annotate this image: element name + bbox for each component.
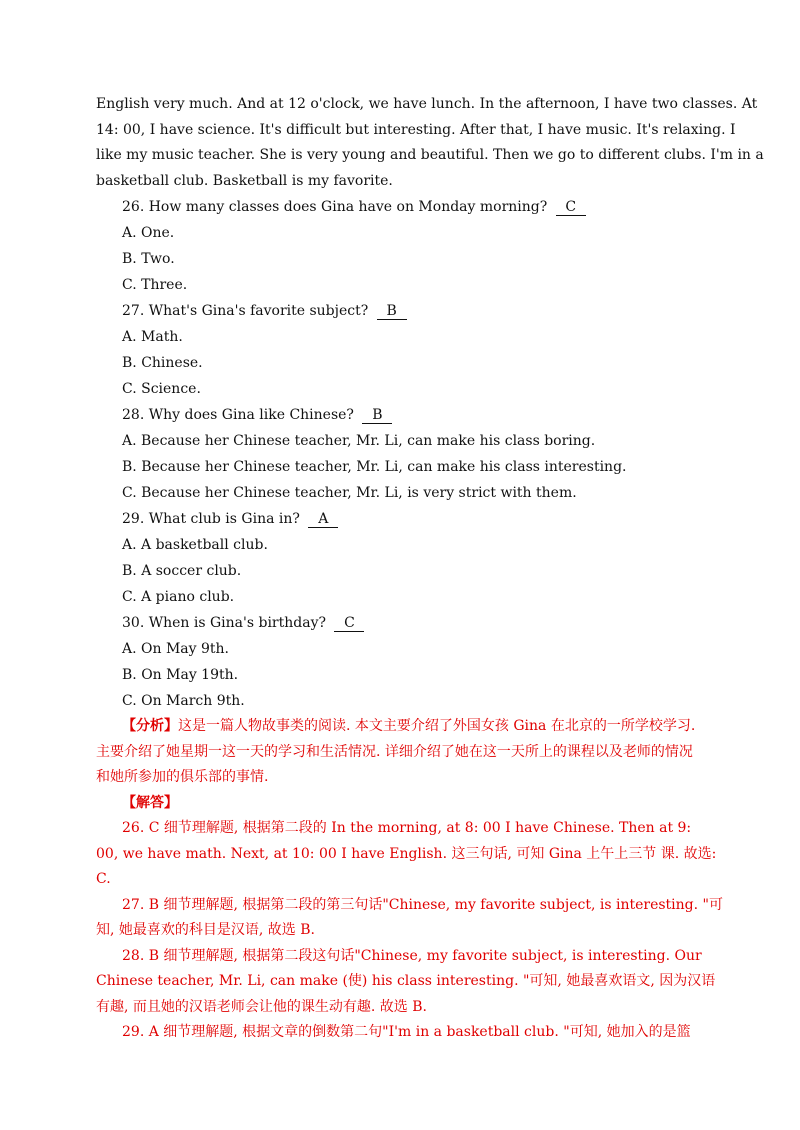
analysis-line: 和她所参加的俱乐部的事情. <box>96 769 269 785</box>
question-26 <box>96 194 704 298</box>
solution-section <box>96 791 723 1046</box>
option-c: C. Three. <box>122 277 188 293</box>
answer-blank: C <box>556 199 586 216</box>
option-a: A. One. <box>122 225 175 241</box>
solution-28-line: 28. B 细节理解题, 根据第二段这句话"Chinese, my favorite subject, is interesting. Our <box>122 947 702 964</box>
option-c: C. On March 9th. <box>122 693 245 709</box>
question-stem: 30. When is Gina's birthday? <box>122 615 326 631</box>
question-29 <box>96 506 704 610</box>
passage-line: 14: 00, I have science. It's difficult but interesting. After that, I have music. It's relaxing. I <box>96 121 736 138</box>
question-30 <box>96 610 704 714</box>
option-b: B. On May 19th. <box>122 667 239 683</box>
option-c: C. Science. <box>122 381 201 397</box>
question-stem: 27. What's Gina's favorite subject? <box>122 303 369 319</box>
answer-blank: A <box>308 511 338 528</box>
analysis-section <box>96 714 704 791</box>
question-27 <box>96 298 704 402</box>
question-stem: 26. How many classes does Gina have on Monday morning? <box>122 199 548 215</box>
question-stem: 28. Why does Gina like Chinese? <box>122 407 354 423</box>
analysis-line: 这是一篇人物故事类的阅读. 本文主要介绍了外国女孩 Gina 在北京的一所学校学习. <box>178 718 696 734</box>
solution-26-line: 26. C 细节理解题, 根据第二段的 In the morning, at 8: 00 I have Chinese. Then at 9: <box>122 820 692 836</box>
passage-text <box>96 92 764 194</box>
answer-blank: C <box>334 615 364 632</box>
solution-26-line: C. <box>96 871 111 887</box>
solution-27-line: 27. B 细节理解题, 根据第二段的第三句话"Chinese, my favorite subject, is interesting. "可 <box>122 896 723 913</box>
question-stem: 29. What club is Gina in? <box>122 511 300 527</box>
option-b: B. Because her Chinese teacher, Mr. Li, can make his class interesting. <box>122 459 627 475</box>
option-a: A. Because her Chinese teacher, Mr. Li, can make his class boring. <box>122 433 596 449</box>
solution-27-line: 知, 她最喜欢的科目是汉语, 故选 B. <box>96 922 315 938</box>
solution-28-line: Chinese teacher, Mr. Li, can make (使) his class interesting. "可知, 她最喜欢语文, 因为汉语 <box>96 973 716 989</box>
passage-line: like my music teacher. She is very young and beautiful. Then we go to different clubs. I'm in a <box>96 147 764 163</box>
option-b: B. Chinese. <box>122 355 203 371</box>
option-a: A. On May 9th. <box>122 641 229 657</box>
passage-line: basketball club. Basketball is my favorite. <box>96 172 393 189</box>
solution-label: 【解答】 <box>122 794 178 811</box>
option-c: C. Because her Chinese teacher, Mr. Li, is very strict with them. <box>122 485 577 501</box>
option-a: A. Math. <box>122 329 183 345</box>
answer-blank: B <box>377 303 407 320</box>
solution-26-line: 00, we have math. Next, at 10: 00 I have English. 这三句话, 可知 Gina 上午上三节 课. 故选: <box>96 845 717 862</box>
question-28 <box>96 402 704 506</box>
answer-blank: B <box>362 407 392 424</box>
option-a: A. A basketball club. <box>122 537 268 553</box>
solution-29-line: 29. A 细节理解题, 根据文章的倒数第二句"I'm in a basketball club. "可知, 她加入的是篮 <box>122 1024 691 1040</box>
option-c: C. A piano club. <box>122 589 235 605</box>
option-b: B. Two. <box>122 251 175 267</box>
passage-line: English very much. And at 12 o'clock, we have lunch. In the afternoon, I have two classes. At <box>96 96 758 112</box>
analysis-line: 主要介绍了她星期一这一天的学习和生活情况. 详细介绍了她在这一天所上的课程以及老师的情况 <box>96 743 693 760</box>
option-b: B. A soccer club. <box>122 563 242 579</box>
solution-28-line: 有趣, 而且她的汉语老师会让他的课生动有趣. 故选 B. <box>96 998 427 1015</box>
analysis-label: 【分析】 <box>122 718 178 734</box>
